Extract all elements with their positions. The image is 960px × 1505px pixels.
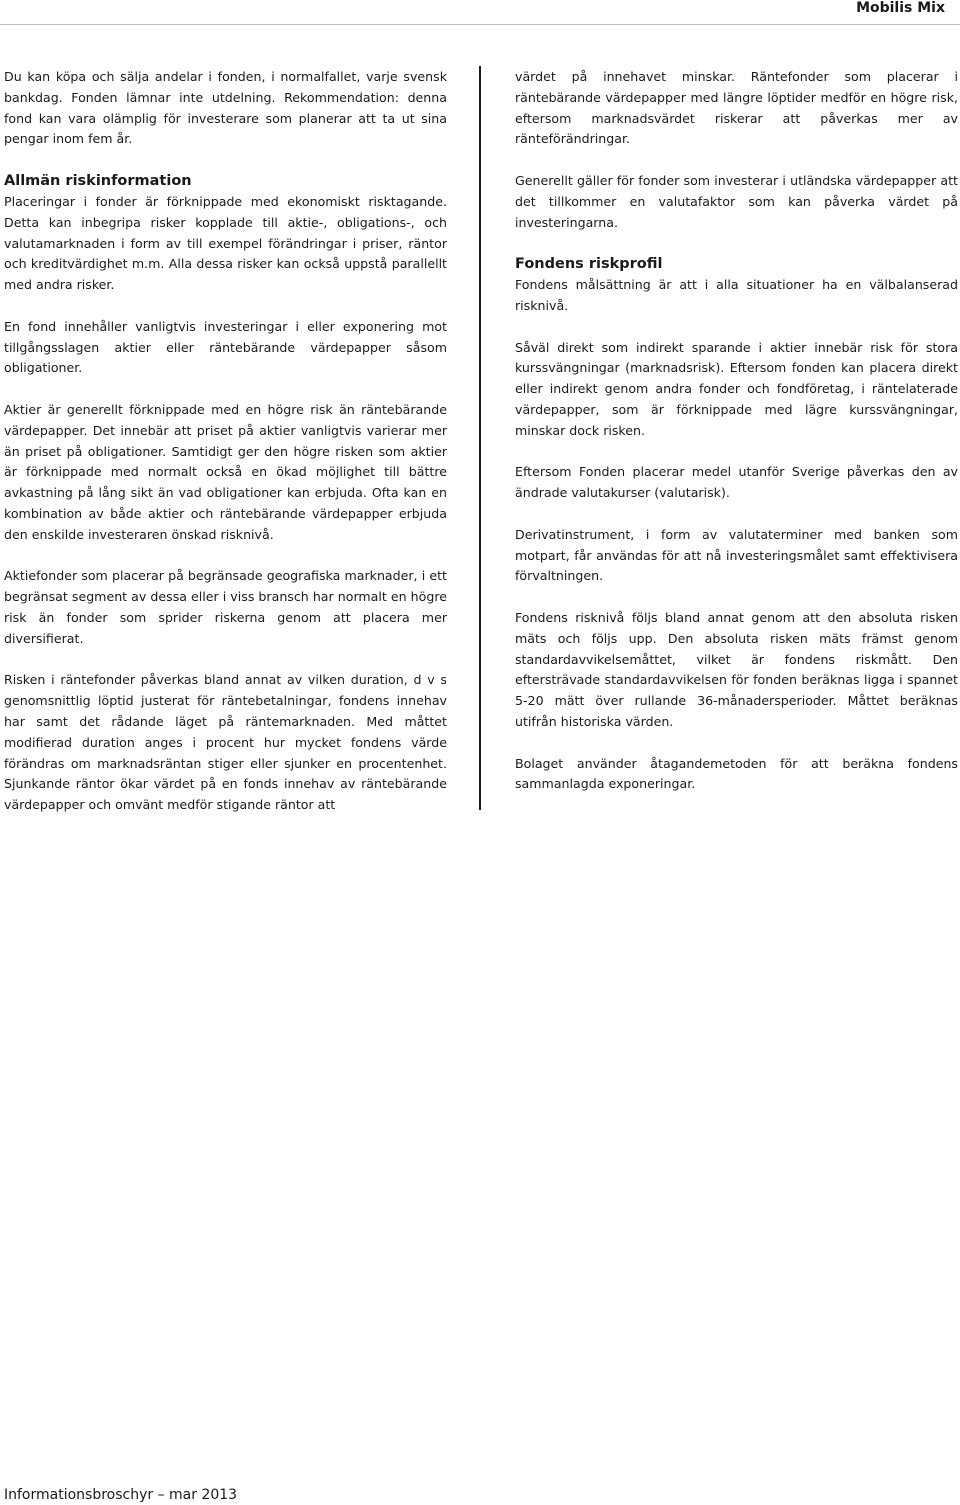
section-heading-general-risk: Allmän riskinformation xyxy=(4,172,192,189)
footer-text: Informationsbroschyr – mar 2013 xyxy=(4,1487,238,1503)
header-brand: Mobilis Mix xyxy=(856,0,945,16)
risk-paragraph-1: Placeringar i fonder är förknippade med ekonomiskt risktagande. Detta kan inbegripa risker kopplade till aktie-, obligations-, och valutamarknaden i form av till exempel förändringar i priser, räntor och kreditvärdighet m.m. Alla dessa risker kan också uppstå parallellt med andra risker. xyxy=(4,193,447,293)
profile-paragraph-5: Fondens risknivå följs bland annat genom att den absoluta risken mäts och följs upp. Den absoluta risken mäts främst genom standardavvikelsemåttet, vilket är fondens riskmått. Den eftersträvade standardavvikelsen för fonden beräknas ligga i spannet 5-20 mätt över rullande 36-månadersperioder. Måttet beräknas utifrån historiska värden. xyxy=(515,609,958,729)
left-column xyxy=(4,67,447,837)
profile-paragraph-6: Bolaget använder åtagandemetoden för att beräkna fondens sammanlagda exponeringar. xyxy=(515,755,958,792)
foreign-securities-paragraph: Generellt gäller för fonder som investerar i utländska värdepapper att det tillkommer en valutafaktor som kan påverka värdet på investeringarna. xyxy=(515,172,958,230)
risk-paragraph-4: Aktiefonder som placerar på begränsade geografiska marknader, i ett begränsat segment av dessa eller i viss bransch har normalt en högre risk än fonder som sprider riskerna genom att placera mer diversifierat. xyxy=(4,568,447,646)
section-heading-risk-profile: Fondens riskprofil xyxy=(515,256,663,273)
continued-paragraph: värdet på innehavet minskar. Räntefonder som placerar i räntebärande värdepapper med längre löptider medför en högre risk, eftersom marknadsvärdet riskerar att påverkas mer av ränteförändringar. xyxy=(515,69,958,147)
risk-paragraph-3: Aktier är generellt förknippade med en högre risk än räntebärande värdepapper. Det innebär att priset på aktier vanligtvis varierar mer än priset på obligationer. Samtidigt ger den högre risken som aktier är förknippade med normalt också en ökad möjlighet till bättre avkastning på lång sikt än vad obligationer kan erbjuda. Ofta kan en kombination av både aktier och räntebärande värdepapper erbjuda den enskilde investeraren önskad risknivå. xyxy=(4,401,447,542)
right-column xyxy=(515,67,958,816)
header-rule xyxy=(0,24,960,25)
risk-paragraph-2: En fond innehåller vanligtvis investeringar i eller exponering mot tillgångsslagen aktier eller räntebärande värdepapper såsom obligationer. xyxy=(4,318,447,376)
column-divider xyxy=(479,66,481,810)
intro-paragraph: Du kan köpa och sälja andelar i fonden, i normalfallet, varje svensk bankdag. Fonden lämnar inte utdelning. Rekommendation: denna fond kan vara olämplig för investerare som planerar att ta ut sina pengar inom fem år. xyxy=(4,69,447,147)
profile-paragraph-2: Såväl direkt som indirekt sparande i aktier innebär risk för stora kurssvängningar (marknadsrisk). Eftersom fonden kan placera direkt eller indirekt genom andra fonder och fondföretag, i räntelaterade värdepapper, som är förknippade med lägre kurssvängningar, minskar dock risken. xyxy=(515,339,958,438)
profile-paragraph-3: Eftersom Fonden placerar medel utanför Sverige påverkas den av ändrade valutakurser (valutarisk). xyxy=(515,464,958,501)
profile-paragraph-4: Derivatinstrument, i form av valutaterminer med banken som motpart, får användas för att nå investeringsmålet samt effektivisera förvaltningen. xyxy=(515,526,958,584)
risk-paragraph-5: Risken i räntefonder påverkas bland annat av vilken duration, d v s genomsnittlig löptid justerat för räntebetalningar, fondens innehav har samt det rådande läget på räntemarknaden. Med måttet modifierad duration anges i procent hur mycket fondens värde förändras om marknadsräntan stiger eller sjunker en procentenhet. Sjunkande räntor ökar värdet på en fonds innehav av räntebärande värdepapper och omvänt medför stigande räntor att xyxy=(4,672,447,813)
profile-paragraph-1: Fondens målsättning är att i alla situationer ha en välbalanserad risknivå. xyxy=(515,277,958,313)
